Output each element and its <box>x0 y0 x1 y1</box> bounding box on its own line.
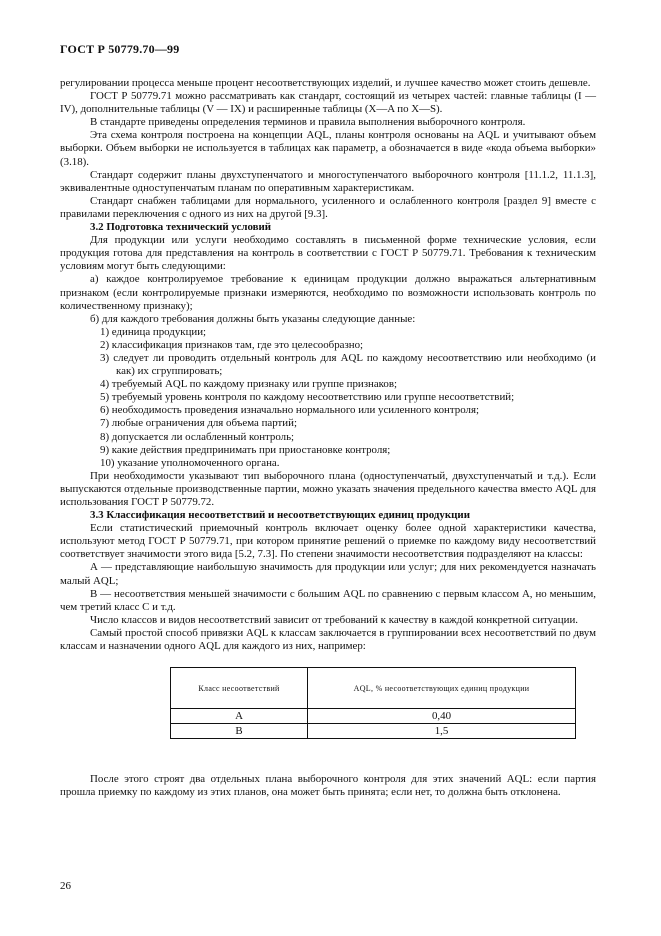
table-cell: 0,40 <box>308 709 576 724</box>
paragraph: Для продукции или услуги необходимо составлять в письменной форме технические условия, если продукция готова для представления на контроль в соответствии с ГОСТ Р 50779.71. Требования к техническим условиям могут быть следующими: <box>60 234 596 273</box>
paragraph: После этого строят два отдельных плана выборочного контроля для этих значений AQL: если партия прошла приемку по каждому из этих планов, она может быть принята; если нет, то должна быть отклонена. <box>60 773 596 799</box>
list-item: 7) любые ограничения для объема партий; <box>100 417 297 430</box>
paragraph: В — несоответствия меньшей значимости с большим AQL по сравнению с первым классом А, но меньшим, чем третий класс С и т.д. <box>60 587 596 613</box>
table-row <box>171 709 576 724</box>
list-item: 2) классификация признаков там, где это целесообразно; <box>100 338 364 351</box>
paragraph: регулировании процесса меньше процент несоответствующих изделий, и лучшее качество может стоить дешевле. <box>60 77 591 89</box>
list-item: 6) необходимость проведения изначально нормального или усиленного контроля; <box>100 404 479 417</box>
aql-table <box>170 667 576 739</box>
paragraph: Самый простой способ привязки AQL к классам заключается в группировании всех несоответствий по двум классам и назначении одного AQL для каждого из них, например: <box>60 626 596 653</box>
table-cell: А <box>171 709 308 724</box>
paragraph: Если статистический приемочный контроль включает оценку более одной характеристики качества, используют метод ГОСТ Р 50779.71, при котором принятие решений о приемке по каждому виду несоответствий соответствует значимости этого вида [5.2, 7.3]. По степени значимости несоответствия подразделяют на классы: <box>60 522 596 561</box>
list-item-b: б) для каждого требования должны быть указаны следующие данные: <box>90 312 416 325</box>
table-cell: В <box>171 724 308 739</box>
paragraph: В стандарте приведены определения терминов и правила выполнения выборочного контроля. <box>90 116 526 129</box>
table-header-cell: AQL, % несоответствующих единиц продукции <box>308 668 576 709</box>
table-header-row <box>171 668 576 709</box>
page-number: 26 <box>60 880 71 892</box>
list-item: 1) единица продукции; <box>100 325 207 338</box>
list-item-a: а) каждое контролируемое требование к единицам продукции должно выражаться альтернативным признаком (если контролируемые признаки измеряются, необходимо по возможности использовать контроль по количественному признаку); <box>60 273 596 312</box>
paragraph: Число классов и видов несоответствий зависит от требований к качеству в каждой конкретной ситуации. <box>90 613 578 626</box>
document-page <box>60 42 596 799</box>
table-row <box>171 724 576 739</box>
list-item: 3) следует ли проводить отдельный контроль для AQL по каждому несоответствию или необходимо (и как) их сгруппировать; <box>100 351 596 378</box>
paragraph: ГОСТ Р 50779.71 можно рассматривать как стандарт, состоящий из четырех частей: главные таблицы (I — IV), дополнительные таблицы (V — IX) и расширенные таблицы (X—A по X—S). <box>60 90 596 116</box>
list-item: 10) указание уполномоченного органа. <box>100 456 280 469</box>
table-header-cell: Класс несоответствий <box>171 668 308 709</box>
list-item: 8) допускается ли ослабленный контроль; <box>100 430 295 443</box>
list-item: 5) требуемый уровень контроля по каждому несоответствию или группе несоответствий; <box>100 391 515 404</box>
paragraph: Эта схема контроля построена на концепции AQL, планы контроля основаны на AQL и учитывают объем выборки. Объем выборки не используется в таблицах как параметр, а обозначается в виде «кода объема выборки» (3.18). <box>60 129 596 168</box>
paragraph: Стандарт содержит планы двухступенчатого и многоступенчатого выборочного контроля [11.1.2, 11.1.3], эквивалентные одноступенчатым планам по оперативным характеристикам. <box>60 168 596 194</box>
list-item: 9) какие действия предпринимать при приостановке контроля; <box>100 443 391 456</box>
paragraph: При необходимости указывают тип выборочного плана (одноступенчатый, двухступенчатый и т.д.). Если выпускаются отдельные производственные партии, можно указать значения предельного качества вместо AQL для использования ГОСТ Р 50779.72. <box>60 469 596 508</box>
paragraph: А — представляющие наибольшую значимость для продукции или услуг; для них рекомендуется назначать малый AQL; <box>60 561 596 587</box>
paragraph: Стандарт снабжен таблицами для нормального, усиленного и ослабленного контроля [раздел 9] вместе с правилами переключения с одного из них на другой [9.3]. <box>60 194 596 220</box>
table-cell: 1,5 <box>308 724 576 739</box>
section-title-3-2: 3.2 Подготовка технический условий <box>90 221 272 234</box>
document-header: ГОСТ Р 50779.70—99 <box>60 42 180 56</box>
list-item: 4) требуемый AQL по каждому признаку или группе признаков; <box>100 378 398 391</box>
section-title-3-3: 3.3 Классификация несоответствий и несоответствующих единиц продукции <box>90 509 470 522</box>
